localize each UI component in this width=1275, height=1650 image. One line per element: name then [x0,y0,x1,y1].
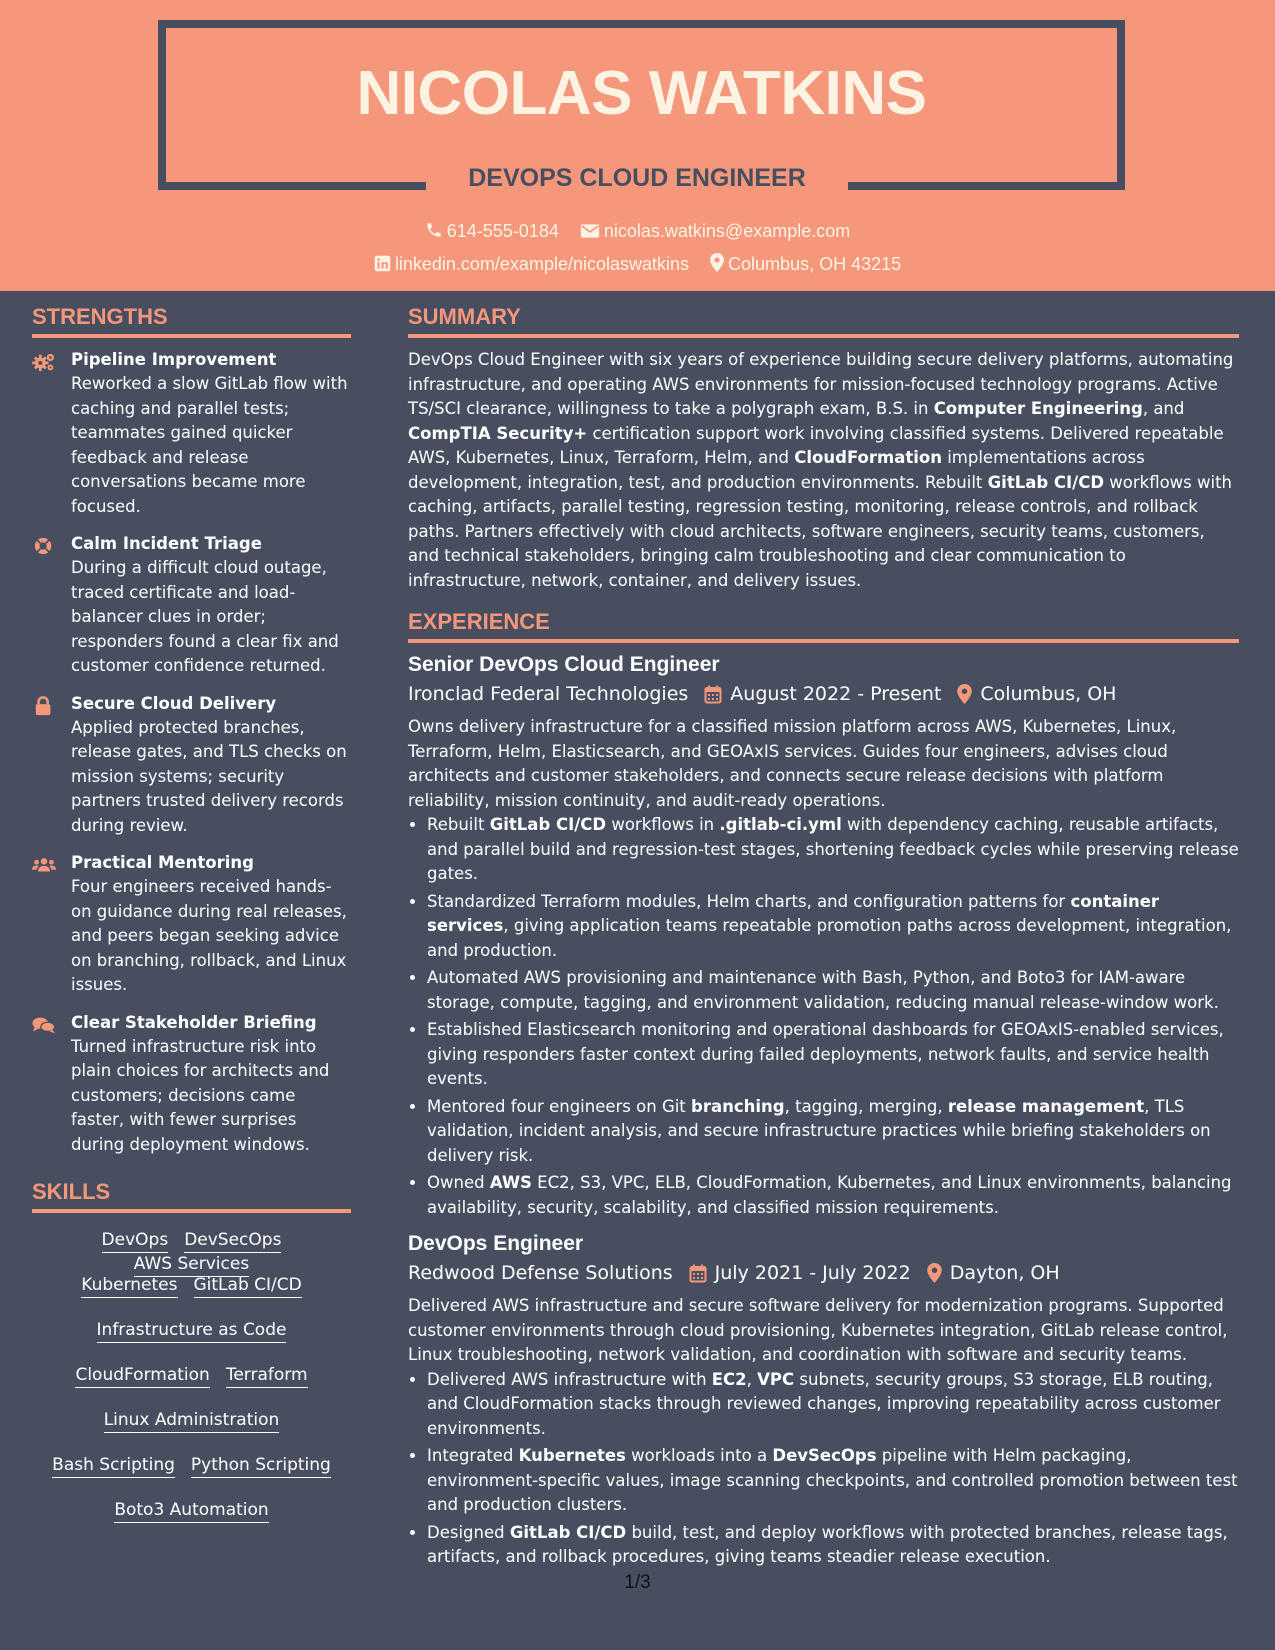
bold-run: DevSecOps [772,1446,877,1465]
map-pin-icon [927,1263,942,1283]
job-bullet: • Mentored four engineers on Git branching, tagging, merging, release management, TLS validation, incident analysis, and secure infrastructure practices while briefing stakeholders on delivery risk. [427,1095,1239,1169]
job-dates-text: August 2022 - Present [730,683,942,705]
name-frame-bottom-left [158,182,426,190]
job-dates [704,683,941,705]
summary-text: DevOps Cloud Engineer with six years of experience building secure delivery platforms, automating infrastructure, and operating AWS environments for mission-focused technology programs. Active TS/SCI clearance, willingness to take a polygraph exam, B.S. in Computer Engineering, and CompTIA Security+ certification support work involving classified systems. Delivered repeatable AWS, Kubernetes, Linux, Terraform, Helm, and CloudFormation implementations across development, integration, test, and production environments. Rebuilt GitLab CI/CD workflows with caching, artifacts, parallel testing, regression testing, monitoring, release controls, and rollback paths. Partners effectively with cloud architects, software engineers, security teams, customers, and technical stakeholders, bringing calm troubleshooting and clear communication to infrastructure, network, container, and delivery issues. [408,350,1234,590]
experience-heading: EXPERIENCE [408,609,1239,643]
bold-run: Kubernetes [518,1446,626,1465]
phone-icon [425,221,443,239]
job-summary: Owns delivery infrastructure for a classified mission platform across AWS, Kubernetes, Linux, Terraform, Helm, Elasticsearch, and GEOAxIS services. Guides four engineers, advises cloud architects and customer stakeholders, and connects secure release decisions with platform reliability, mission continuity, and audit-ready operations. [408,717,1177,810]
lock-icon [32,696,56,716]
contact-line-2 [0,253,1275,275]
bold-run: GitLab CI/CD [987,472,1105,492]
life-ring-icon [32,536,56,556]
job-meta [408,1262,1239,1284]
skill-tag: Linux Administration [104,1409,280,1433]
envelope-icon [580,223,600,239]
candidate-name: NICOLAS WATKINS [356,59,927,128]
candidate-title: DEVOPS CLOUD ENGINEER [468,164,806,192]
job-bullet: • Owned AWS EC2, S3, VPC, ELB, CloudFormation, Kubernetes, and Linux environments, balancing availability, security, scalability, and classified mission requirements. [427,1171,1239,1220]
map-pin-icon [710,253,724,272]
location-contact [710,253,901,275]
strength-description: Reworked a slow GitLab flow with caching and parallel tests; teammates gained quicker feedback and release conversations became more focused. [71,374,348,516]
job-dates-text: July 2021 - July 2022 [714,1262,911,1284]
job-bullet: • Rebuilt GitLab CI/CD workflows in .gitlab-ci.yml with dependency caching, reusable artifacts, and parallel build and regression-test stages, shortening feedback cycles while preserving release gates. [427,813,1239,887]
bold-run: .gitlab-ci.yml [719,815,842,834]
job-bullet: • Automated AWS provisioning and maintenance with Bash, Python, and Boto3 for IAM-aware storage, compute, tagging, and environment validation, reducing manual release-window work. [427,966,1239,1015]
skill-tag: CloudFormation [75,1364,209,1388]
email-contact[interactable] [580,221,850,242]
bold-run: CompTIA Security+ [408,423,588,443]
strength-title: Secure Cloud Delivery [71,693,277,713]
calendar-icon [689,1264,707,1283]
skill-tag: AWS Services [134,1253,249,1277]
job-bullets [408,1368,1239,1570]
skill-row [32,1454,351,1479]
bold-run: release management [947,1096,1145,1116]
bold-run: Computer Engineering [933,399,1143,418]
job-dates [689,1262,911,1284]
skill-tag: DevOps [102,1229,169,1253]
map-pin-icon [957,684,972,704]
skill-tag: DevSecOps [184,1229,281,1253]
job-bullet: • Integrated Kubernetes workloads into a DevSecOps pipeline with Helm packaging, environment-specific values, image scanning checkpoints, and controlled promotion between test and production clusters. [427,1444,1239,1518]
bold-run: GitLab CI/CD [509,1522,627,1542]
strength-title: Clear Stakeholder Briefing [71,1012,317,1032]
job-bullet: • Established Elasticsearch monitoring and operational dashboards for GEOAxIS-enabled services, giving responders faster context during failed deployments, network faults, and service health events. [427,1018,1239,1092]
job-summary: Delivered AWS infrastructure and secure software delivery for modernization programs. Supported customer environments through cloud provisioning, Kubernetes integration, GitLab release control, Linux troubleshooting, network validation, and coordination with software and security teams. [408,1296,1228,1364]
job-title: Senior DevOps Cloud Engineer [408,653,720,676]
strengths-heading: STRENGTHS [32,304,351,338]
strength-item [32,851,351,998]
contact-line-1 [0,221,1275,242]
bold-run: branching [691,1096,785,1116]
job-bullet: • Delivered AWS infrastructure with EC2, VPC subnets, security groups, S3 storage, ELB routing, and CloudFormation stacks through reviewed changes, improving repeatability across customer environments. [427,1368,1239,1442]
linkedin-text: linkedin.com/example/nicolaswatkins [394,254,690,274]
skills-list [32,1229,351,1524]
job-title: DevOps Engineer [408,1232,584,1255]
skill-tag: Python Scripting [191,1454,331,1478]
location-text: Columbus, OH 43215 [728,254,902,274]
calendar-icon [704,685,722,704]
job-entry [408,1232,1239,1570]
strengths-list [32,348,351,1157]
skill-tag: Terraform [226,1364,308,1388]
company-name: Redwood Defense Solutions [408,1262,673,1284]
company-name: Ironclad Federal Technologies [408,683,689,705]
comments-icon [32,1015,56,1035]
skill-tag: Infrastructure as Code [97,1319,287,1343]
strength-item [32,1011,351,1158]
skill-row [32,1364,351,1389]
job-meta [408,683,1239,705]
job-entry [408,653,1239,1220]
bold-run: GitLab CI/CD [489,815,607,834]
strength-item [32,532,351,679]
skill-row [32,1409,351,1434]
email-text: nicolas.watkins@example.com [603,221,851,241]
skills-heading: SKILLS [32,1179,351,1213]
bold-run: EC2 [711,1369,747,1389]
linkedin-icon [374,255,391,272]
bold-run: AWS [489,1173,532,1192]
name-frame-bottom-right [848,182,1117,190]
bold-run: container services [427,891,1160,935]
skill-tag: GitLab CI/CD [194,1274,302,1298]
phone-contact[interactable] [425,221,559,242]
strength-description: Turned infrastructure risk into plain choices for architects and customers; decisions came faster, with fewer surprises during deployment windows. [71,1036,330,1154]
strength-item [32,348,351,519]
skill-tag: Bash Scripting [52,1454,175,1478]
bold-run: CloudFormation [794,448,942,467]
page-number: 1/3 [624,1572,651,1593]
strength-description: During a difficult cloud outage, traced certificate and load-balancer clues in order; responders found a clear fix and customer confidence returned. [71,558,339,675]
summary-heading: SUMMARY [408,304,1239,338]
skill-row [32,1274,351,1299]
job-location-text: Columbus, OH [980,683,1117,705]
users-icon [32,855,56,875]
gears-icon [32,352,56,372]
bold-run: VPC [757,1369,795,1389]
phone-text: 614-555-0184 [446,221,559,241]
skill-tag: Kubernetes [81,1274,177,1298]
job-location-text: Dayton, OH [949,1262,1060,1284]
skill-row [32,1229,351,1274]
job-bullet: • Designed GitLab CI/CD build, test, and deploy workflows with protected branches, release tags, artifacts, and rollback procedures, giving teams steadier release execution. [427,1521,1239,1570]
left-column [32,304,351,1544]
job-location [957,683,1116,705]
strength-description: Four engineers received hands-on guidance during real releases, and peers began seeking advice on branching, rollback, and Linux issues. [71,877,347,994]
skill-row [32,1499,351,1524]
job-location [927,1262,1060,1284]
strength-title: Pipeline Improvement [71,350,277,369]
right-column [408,304,1239,1573]
skill-tag: Boto3 Automation [114,1499,268,1523]
job-bullet: • Standardized Terraform modules, Helm charts, and configuration patterns for container services, giving application teams repeatable promotion paths across development, integration, and production. [427,890,1239,964]
header-banner [0,0,1275,291]
skill-row [32,1319,351,1344]
strength-description: Applied protected branches, release gates, and TLS checks on mission systems; security partners trusted delivery records during review. [71,717,347,835]
job-bullets [408,813,1239,1220]
strength-item [32,692,351,839]
strength-title: Practical Mentoring [71,853,254,872]
linkedin-contact[interactable] [374,254,689,275]
strength-title: Calm Incident Triage [71,534,262,553]
